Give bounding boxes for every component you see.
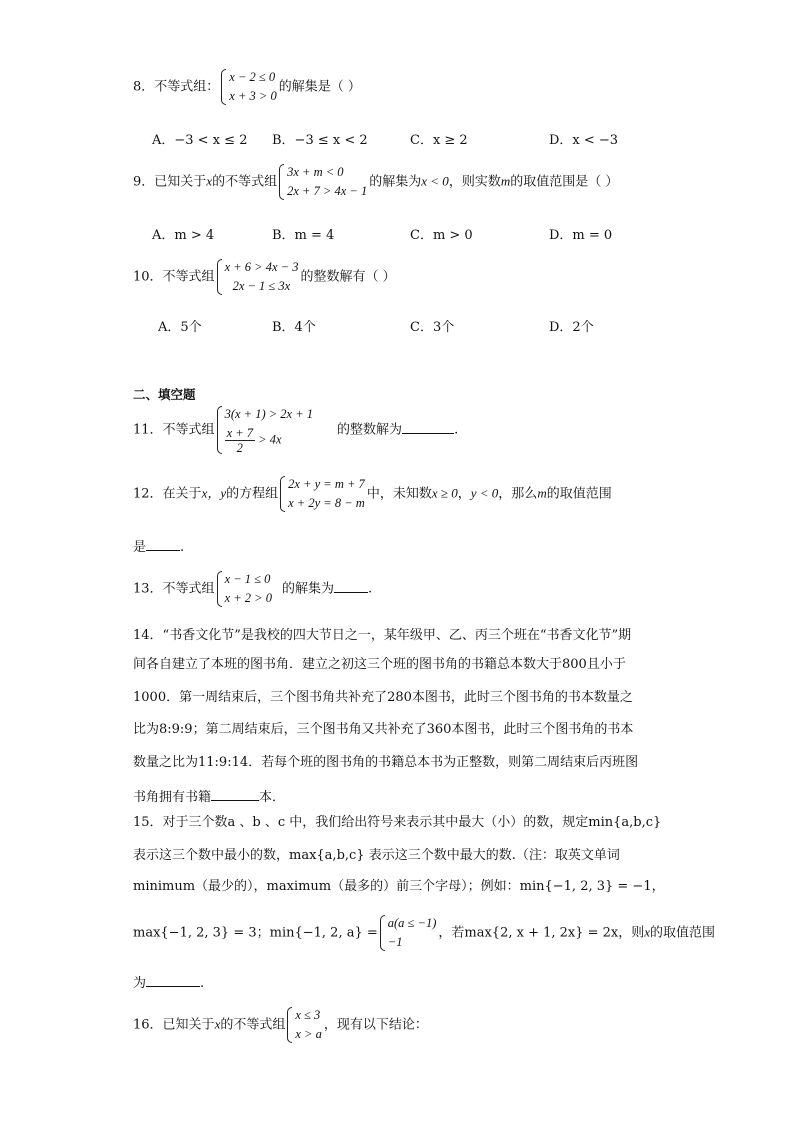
q9-system: 3x + m < 0 2x + 7 > 4x − 1 — [279, 163, 367, 201]
q9-option-d: D．m = 0 — [549, 228, 613, 243]
q8-system: x − 2 ≤ 0 x + 3 > 0 — [221, 68, 276, 106]
q8-stem: 8．不等式组： x − 2 ≤ 0 x + 3 > 0 的解集是（ ） — [133, 68, 361, 106]
q8-option-d: D．x < −3 — [549, 133, 619, 148]
q16-system: x ≤ 3 x > a — [287, 1006, 321, 1044]
q10-option-a: A．5个 — [158, 320, 202, 335]
q15-line-2: 表示这三个数中最小的数，max{a,b,c} 表示这三个数中最大的数.（注：取英文单词 — [133, 848, 620, 863]
q9-option-c: C．m > 0 — [410, 228, 473, 243]
q12-system: 2x + y = m + 7 x + 2y = 8 − m — [280, 475, 365, 513]
q16-stem: 16．已知关于x的不等式组 x ≤ 3 x > a ，现有以下结论： — [133, 1006, 428, 1044]
q12-stem: 12．在关于x，y的方程组 2x + y = m + 7 x + 2y = 8 − m 中，未知数x ≥ 0，y < 0，那么m的取值范围 — [133, 475, 612, 513]
q15-line-5: 为 . — [133, 972, 204, 993]
q9-option-b: B．m = 4 — [272, 228, 335, 243]
q9-stem: 9．已知关于x的不等式组 3x + m < 0 2x + 7 > 4x − 1 的解集为x < 0，则实数m的取值范围是（ ） — [133, 163, 618, 201]
q13-answer-blank[interactable] — [334, 578, 368, 593]
q11-answer-blank[interactable] — [402, 419, 454, 434]
q8-number: 8． — [133, 79, 155, 95]
q8-option-b: B．−3 ≤ x < 2 — [272, 133, 368, 148]
q11-system: 3(x + 1) > 2x + 1 $\frac{x + 7}{2}$ > 4x — [217, 405, 313, 455]
q11-stem: 11．不等式组 3(x + 1) > 2x + 1 $\frac{x + 7}{2}$ > 4x 的整数解为 . — [133, 407, 459, 455]
q14-line-1: 14．“书香文化节”是我校的四大节日之一，某年级甲、乙、丙三个班在“书香文化节”期 — [133, 628, 632, 643]
q10-option-b: B．4个 — [272, 320, 316, 335]
q14-line-2: 间各自建立了本班的图书角．建立之初这三个班的图书角的书籍总本数大于800且小于 — [133, 657, 626, 672]
q13-stem: 13．不等式组 x − 1 ≤ 0 x + 2 > 0 的解集为 . — [133, 570, 372, 608]
q15-min-system: a(a ≤ −1) −1 — [380, 914, 437, 952]
q14-line-6: 书角拥有书籍 本． — [133, 786, 285, 807]
q14-answer-blank[interactable] — [211, 786, 259, 801]
q9-option-a: A．m > 4 — [152, 228, 215, 243]
section-heading-fill-in: 二、填空题 — [133, 387, 196, 402]
q10-stem: 10．不等式组 x + 6 > 4x − 3 2x − 1 ≤ 3x 的整数解有（ ） — [133, 258, 396, 296]
q11-fraction: $\frac{x + 7}{2}$ — [226, 426, 254, 455]
q14-line-4: 比为8:9:9；第二周结束后，三个图书角又共补充了360本图书，此时三个图书角的书本 — [133, 722, 634, 737]
q12-line-2: 是 . — [133, 536, 184, 557]
q13-system: x − 1 ≤ 0 x + 2 > 0 — [217, 570, 272, 608]
q14-line-5: 数量之比为11:9:14．若每个班的图书角的书籍总本书为正整数，则第二周结束后丙班图 — [133, 755, 639, 770]
q8-option-c: C．x ≥ 2 — [410, 133, 468, 148]
q10-system: x + 6 > 4x − 3 2x − 1 ≤ 3x — [217, 258, 299, 296]
q15-line-3: minimum（最少的），maximum（最多的）前三个字母）；例如：min{−1, 2, 3} = −1， — [133, 879, 665, 894]
q15-line-4: max{−1, 2, 3} = 3；min{−1, 2, a} = a(a ≤ −1) −1 ，若max{2, x + 1, 2x} = 2x，则x的取值范围 — [133, 914, 715, 952]
q8-option-a: A．−3 < x ≤ 2 — [152, 133, 248, 148]
q12-answer-blank[interactable] — [146, 536, 180, 551]
q15-line-1: 15．对于三个数a 、b 、c 中，我们给出符号来表示其中最大（小）的数，规定min{a,b,c} — [133, 815, 662, 830]
q10-option-c: C．3个 — [410, 320, 455, 335]
q10-option-d: D．2个 — [549, 320, 594, 335]
q14-line-3: 1000．第一周结束后，三个图书角共补充了280本图书，此时三个图书角的书本数量之 — [133, 690, 633, 705]
q15-answer-blank[interactable] — [146, 972, 200, 987]
